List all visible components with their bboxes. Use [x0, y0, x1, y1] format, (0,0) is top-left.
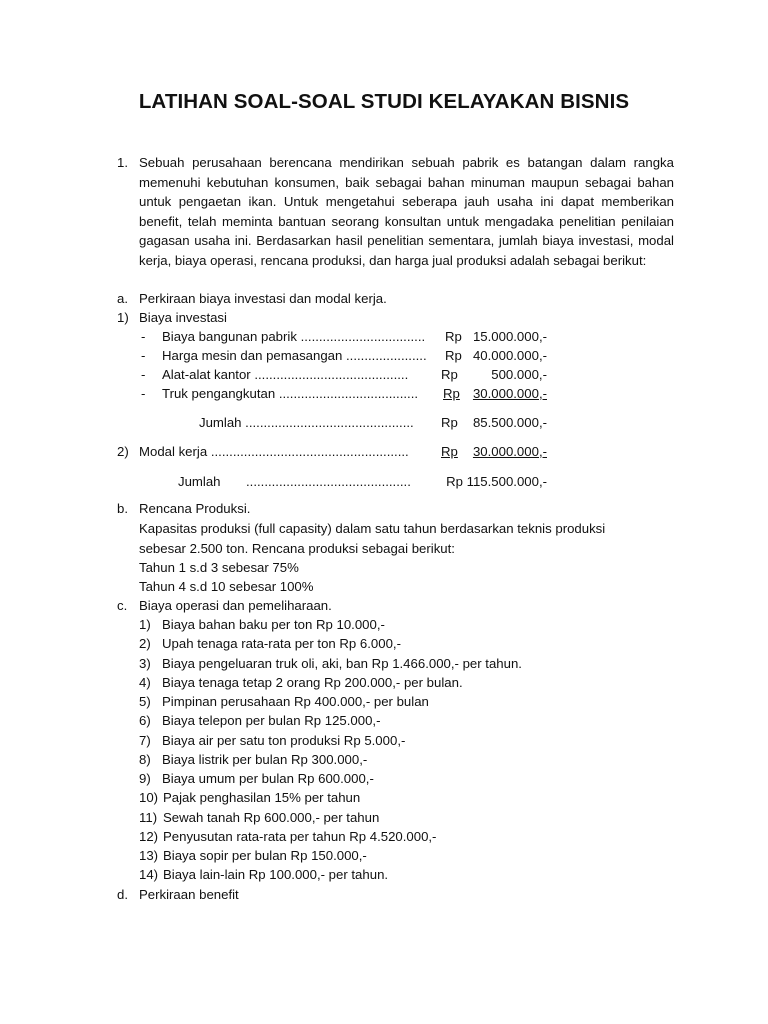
- modal-number: 2): [117, 444, 129, 459]
- section-c-heading: Biaya operasi dan pemeliharaan.: [139, 598, 332, 613]
- section-b-line: Tahun 4 s.d 10 sebesar 100%: [139, 579, 314, 594]
- page-title: LATIHAN SOAL-SOAL STUDI KELAYAKAN BISNIS: [138, 90, 630, 113]
- section-d-letter: d.: [117, 887, 128, 902]
- section-b-line: Kapasitas produksi (full capasity) dalam satu tahun berdasarkan teknis produksi: [139, 521, 606, 536]
- document-page: LATIHAN SOAL-SOAL STUDI KELAYAKAN BISNIS 1. Sebuah perusahaan berencana mendirikan sebuah pabrik es batangan dalam rangka memenuhi kebutuhan konsumen, baik sebagai bahan minuman maupun sebagai bahan untuk pengaetan ikan. Untuk mengetahui seberapa jauh usaha ini dapat memberikan benefit, telah meminta bantuan seorang konsultan untuk mengadaka penelitian penilaian gagasan usaha ini. Berdasarkan hasil penelitian sementara, jumlah biaya investasi, modal kerja, biaya operasi, rencana produksi, dan harga jual produksi adalah sebagai berikut: a. Perkiraan biaya investasi dan modal kerja. 1) Biaya investasi - Biaya bangunan pabrik .................................. Rp 15.000.000,- - Harga mesin dan pemasangan ...................... Rp 40.000.000,- - Alat-alat kantor .......................................... Rp 500.000,- - Truk pengangkutan ...................................... Rp 30.000.000,- Jumlah .............................................. Rp 85.500.000,- 2) Modal kerja ...................................................... Rp 30.000.000,- Jumlah ............................................. Rp 115.500.000,- b. Rencana Produksi. Kapasitas produksi (full capasity) dalam satu tahun berdasarkan teknis produksi sebesar 2.500 ton. Rencana produksi sebagai berikut: Tahun 1 s.d 3 sebesar 75% Tahun 4 s.d 10 sebesar 100% c. Biaya operasi dan pemeliharaan. 1) Biaya bahan baku per ton Rp 10.000,- 2) Upah tenaga rata-rata per ton Rp 6.000,- 3) Biaya pengeluaran truk oli, aki, ban Rp 1.466.000,- per tahun. 4) Biaya tenaga tetap 2 orang Rp 200.000,- per bulan. 5) Pimpinan perusahaan Rp 400.000,- per bulan 6) Biaya telepon per bulan Rp 125.000,- 7) Biaya air per satu ton produksi Rp 5.000,- 8) Biaya listrik per bulan Rp 300.000,- 9) Biaya umum per bulan Rp 600.000,- 10) Pajak penghasilan 15% per tahun 11) Sewah tanah Rp 600.000,- per tahun 12) Penyusutan rata-rata per tahun Rp 4.520.000,- 13) Biaya sopir per bulan Rp 150.000,- 14) Biaya lain-lain Rp 100.000,- per tahun. d. Perkiraan benefit: [0, 0, 768, 1024]
- section-a-letter: a.: [117, 291, 128, 306]
- modal-rp: Rp: [441, 444, 458, 459]
- section-b-letter: b.: [117, 501, 128, 516]
- investasi-heading: Biaya investasi: [139, 310, 227, 325]
- section-b-line: Tahun 1 s.d 3 sebesar 75%: [139, 560, 299, 575]
- modal-value: 30.000.000,-: [472, 444, 547, 459]
- investasi-total-label: Jumlah ..............................................: [199, 415, 414, 430]
- section-d-heading: Perkiraan benefit: [139, 887, 239, 902]
- section-b-line: sebesar 2.500 ton. Rencana produksi sebagai berikut:: [139, 541, 455, 556]
- grand-total-amount: Rp 115.500.000,-: [446, 474, 547, 489]
- section-c-letter: c.: [117, 598, 128, 613]
- question-number: 1.: [117, 155, 128, 170]
- modal-label: Modal kerja ......................................................: [139, 444, 409, 459]
- section-a-heading: Perkiraan biaya investasi dan modal kerja.: [139, 291, 387, 306]
- question-text: Sebuah perusahaan berencana mendirikan sebuah pabrik es batangan dalam rangka memenuhi kebutuhan konsumen, baik sebagai bahan minuman maupun sebagai bahan untuk pengaetan ikan. Untuk mengetahui seberapa jauh usaha ini dapat memberikan benefit, telah meminta bantuan seorang konsultan untuk mengadaka penelitian penilaian gagasan usaha ini. Berdasarkan hasil penelitian sementara, jumlah biaya investasi, modal kerja, biaya operasi, rencana produksi, dan harga jual produksi adalah sebagai berikut:: [139, 155, 674, 268]
- grand-total-label: Jumlah: [178, 474, 221, 489]
- investasi-total-value: 85.500.000,-: [472, 415, 547, 430]
- investasi-number: 1): [117, 310, 129, 325]
- section-b-heading: Rencana Produksi.: [139, 501, 251, 516]
- investasi-total-rp: Rp: [441, 415, 458, 430]
- grand-total-dots: .............................................: [246, 474, 411, 489]
